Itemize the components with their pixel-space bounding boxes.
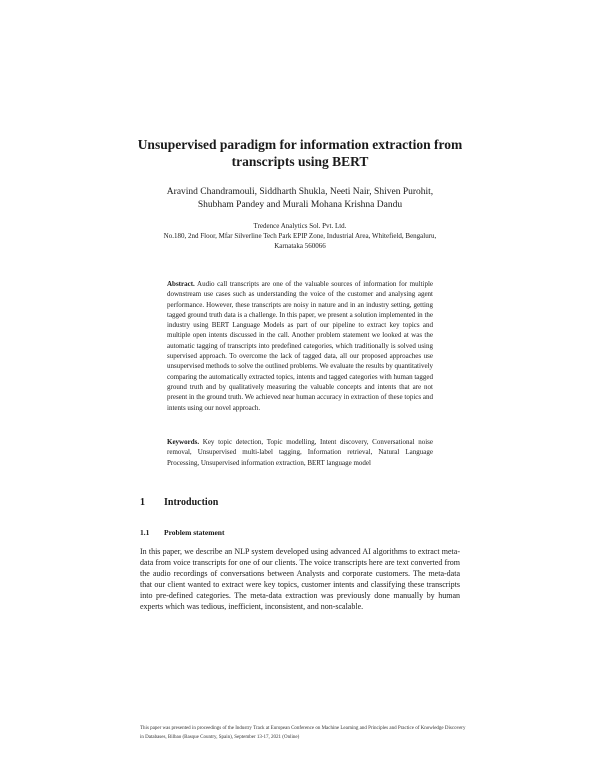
affiliation-org: Tredence Analytics Sol. Pvt. Ltd. [253,222,347,230]
section-heading [140,497,218,508]
section-number: 1 [140,497,145,508]
paper-title: Unsupervised paradigm for information extraction from transcripts using BERT [137,137,463,169]
keywords-text: Key topic detection, Topic modelling, Intent discovery, Conversational noise removal, Unsupervised multi-label tagging, Information retrieval, Natural Language Processing, Unsupervised information extraction, BERT language model [167,438,434,467]
abstract-label: Abstract. [167,280,195,288]
abstract-text: Audio call transcripts are one of the valuable sources of information for multiple downstream use cases such as understanding the voice of the customer and analysing agent performance. However, these transcripts are noisy in nature and in an industry setting, getting tagged ground truth data is a challenge. In this paper, we present a solution implemented in the industry using BERT Language Models as part of our pipeline to extract key topics and multiple open intents discussed in the call. Another problem statement we looked at was the automatic tagging of transcripts into predefined categories, which traditionally is solved using supervised approach. To overcome the lack of tagged data, all our proposed approaches use unsupervised methods to solve the outlined problems. We evaluate the results by quantitatively comparing the automatically extracted topics, intents and tagged categories with human tagged ground truth and by qualitatively measuring the valuable concepts and intents that are not present in the ground truth. We achieved near human accuracy in extraction of these topics and intents using our novel approach. [167,280,434,412]
affiliation [150,221,450,251]
body-paragraph: In this paper, we describe an NLP system developed using advanced AI algorithms to extract meta-data from voice transcripts for one of our clients. The voice transcripts here are text converted from the audio recordings of conversations between Analysts and corporate customers. The meta-data that our client wanted to extract were key topics, customer intents and classifying these transcripts into pre-defined categories. The meta-data extraction was previously done manually by human experts which was tedious, inefficient, inconsistent, and non-scalable. [140,547,460,611]
subsection-title: Problem statement [164,528,225,537]
section-title: Introduction [164,497,219,508]
subsection-heading [140,528,224,537]
keywords-label: Keywords. [167,438,200,446]
keywords [167,437,433,468]
author-list: Aravind Chandramouli, Siddharth Shukla, Neeti Nair, Shiven Purohit, Shubham Pandey and Murali Mohana Krishna Dandu [166,187,434,210]
footnote: This paper was presented in proceedings of the Industry Track at European Conference on Machine Learning and Principles and Practice of Knowledge Discovery in Databases, Bilbao (Basque Country, Spain), September 13-17, 2021 (Online) [140,726,466,740]
affiliation-address: No.180, 2nd Floor, Mfar Silverline Tech Park EPIP Zone, Industrial Area, Whitefield, Bengaluru, Karnataka 560066 [163,232,437,250]
abstract [167,279,433,413]
subsection-number: 1.1 [140,528,150,537]
